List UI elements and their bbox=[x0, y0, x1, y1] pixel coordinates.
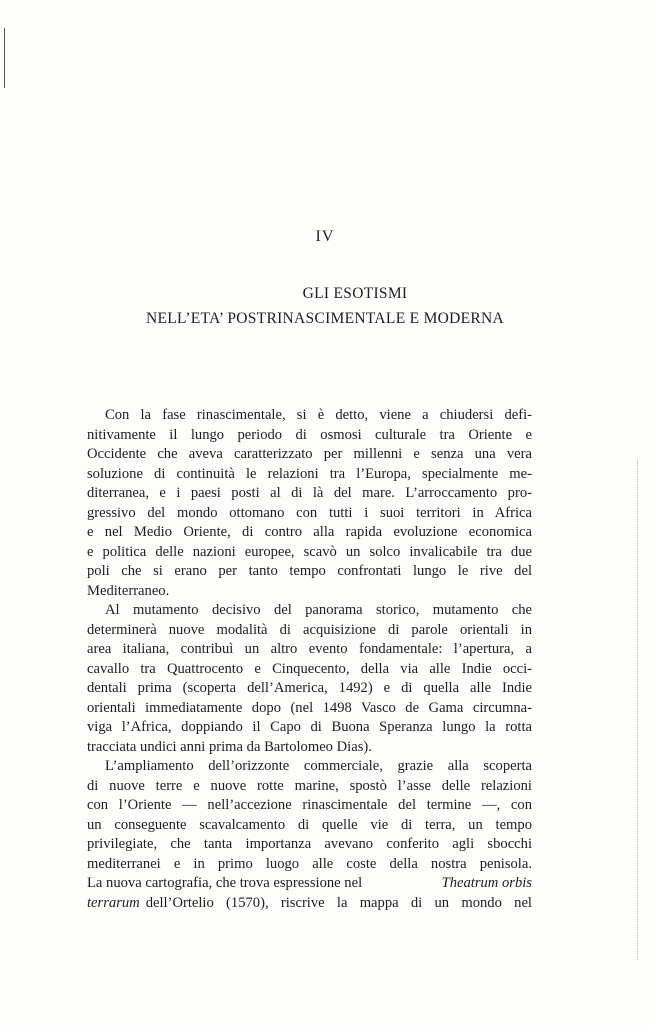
chapter-number: IV bbox=[315, 228, 335, 245]
line-text: determinerà nuove modalità di acquisizione di parole orientali in bbox=[87, 621, 532, 638]
text-line bbox=[87, 757, 532, 777]
line-text: soluzione di continuità le relazioni tra l’Europa, specialmente me- bbox=[87, 465, 532, 482]
text-line bbox=[87, 816, 532, 836]
line-text: un conseguente scavalcamento di quelle vie di terra, un tempo bbox=[87, 816, 532, 833]
text-line bbox=[87, 660, 532, 680]
text-line bbox=[87, 621, 532, 641]
italic-work-title: Theatrum orbis bbox=[441, 875, 532, 891]
line-text: mediterranei e in primo luogo alle coste della nostra penisola. bbox=[87, 855, 532, 872]
chapter-title-line-2: NELL’ETA’ POSTRINASCIMENTALE E MODERNA bbox=[145, 310, 505, 327]
line-text: Occidente che aveva caratterizzato per millenni e senza una vera bbox=[87, 446, 532, 462]
italic-work-title-cont: terrarum bbox=[87, 894, 140, 911]
text-line bbox=[87, 640, 532, 660]
line-text: Al mutamento decisivo del panorama storico, mutamento che bbox=[105, 602, 532, 618]
line-text: L’ampliamento dell’orizzonte commerciale, grazie alla scoperta bbox=[105, 758, 532, 774]
text-line bbox=[87, 718, 532, 738]
text-line bbox=[87, 601, 532, 621]
text-line bbox=[87, 679, 532, 699]
text-line bbox=[87, 894, 532, 914]
text-line bbox=[87, 543, 532, 563]
line-text: dentali prima (scoperta dell’America, 1492) e di quella alle Indie bbox=[87, 680, 532, 696]
text-line bbox=[87, 445, 532, 465]
text-line bbox=[87, 777, 532, 797]
text-line bbox=[87, 562, 532, 582]
line-text: La nuova cartografia, che trova espressione nel bbox=[87, 875, 363, 891]
text-line bbox=[87, 738, 532, 758]
line-text: Con la fase rinascimentale, si è detto, viene a chiudersi defi- bbox=[105, 407, 532, 423]
line-text: orientali immediatamente dopo (nel 1498 Vasco de Gama circumna- bbox=[87, 699, 532, 716]
text-line bbox=[87, 465, 532, 485]
line-text: diterranea, e i paesi posti al di là del mare. L’arroccamento pro- bbox=[87, 485, 532, 501]
line-text: poli che si erano per tanto tempo confrontati lungo le rive del bbox=[87, 563, 532, 579]
line-text: di nuove terre e nuove rotte marine, spostò l’asse delle relazioni bbox=[87, 777, 532, 794]
line-text: Mediterraneo. bbox=[87, 582, 170, 599]
line-text: area italiana, contribuì un altro evento fondamentale: l’apertura, a bbox=[87, 641, 532, 657]
line-text: tracciata undici anni prima da Bartolomeo Dias). bbox=[87, 738, 372, 755]
right-edge-scan-dots bbox=[637, 460, 639, 960]
text-line bbox=[87, 796, 532, 816]
line-text: gressivo del mondo ottomano con tutti i suoi territori in Africa bbox=[87, 504, 532, 521]
text-line bbox=[87, 406, 532, 426]
line-text: nitivamente il lungo periodo di osmosi culturale tra Oriente e bbox=[87, 426, 532, 443]
text-line bbox=[87, 582, 532, 602]
chapter-title-line-1: GLI ESOTISMI bbox=[302, 285, 408, 302]
text-line bbox=[87, 874, 532, 894]
line-text: e nel Medio Oriente, di contro alla rapida evoluzione economica bbox=[87, 524, 532, 540]
line-text: viga l’Africa, doppiando il Capo di Buona Speranza lungo la rotta bbox=[87, 719, 532, 735]
line-text: dell’Ortelio (1570), riscrive la mappa di un mondo nel bbox=[145, 894, 532, 911]
text-line bbox=[87, 699, 532, 719]
body-text bbox=[87, 406, 532, 913]
line-text: con l’Oriente — nell’accezione rinascimentale del termine —, con bbox=[87, 797, 532, 813]
text-line bbox=[87, 855, 532, 875]
margin-scan-mark bbox=[4, 28, 5, 88]
text-line bbox=[87, 835, 532, 855]
text-line bbox=[87, 426, 532, 446]
text-line bbox=[87, 504, 532, 524]
text-line bbox=[87, 523, 532, 543]
text-line bbox=[87, 484, 532, 504]
line-text: privilegiate, che tanta importanza avevano conferito agli sbocchi bbox=[87, 836, 532, 852]
line-text: cavallo tra Quattrocento e Cinquecento, della via alle Indie occi- bbox=[87, 660, 532, 677]
line-text: e politica delle nazioni europee, scavò un solco invalicabile tra due bbox=[87, 543, 532, 560]
